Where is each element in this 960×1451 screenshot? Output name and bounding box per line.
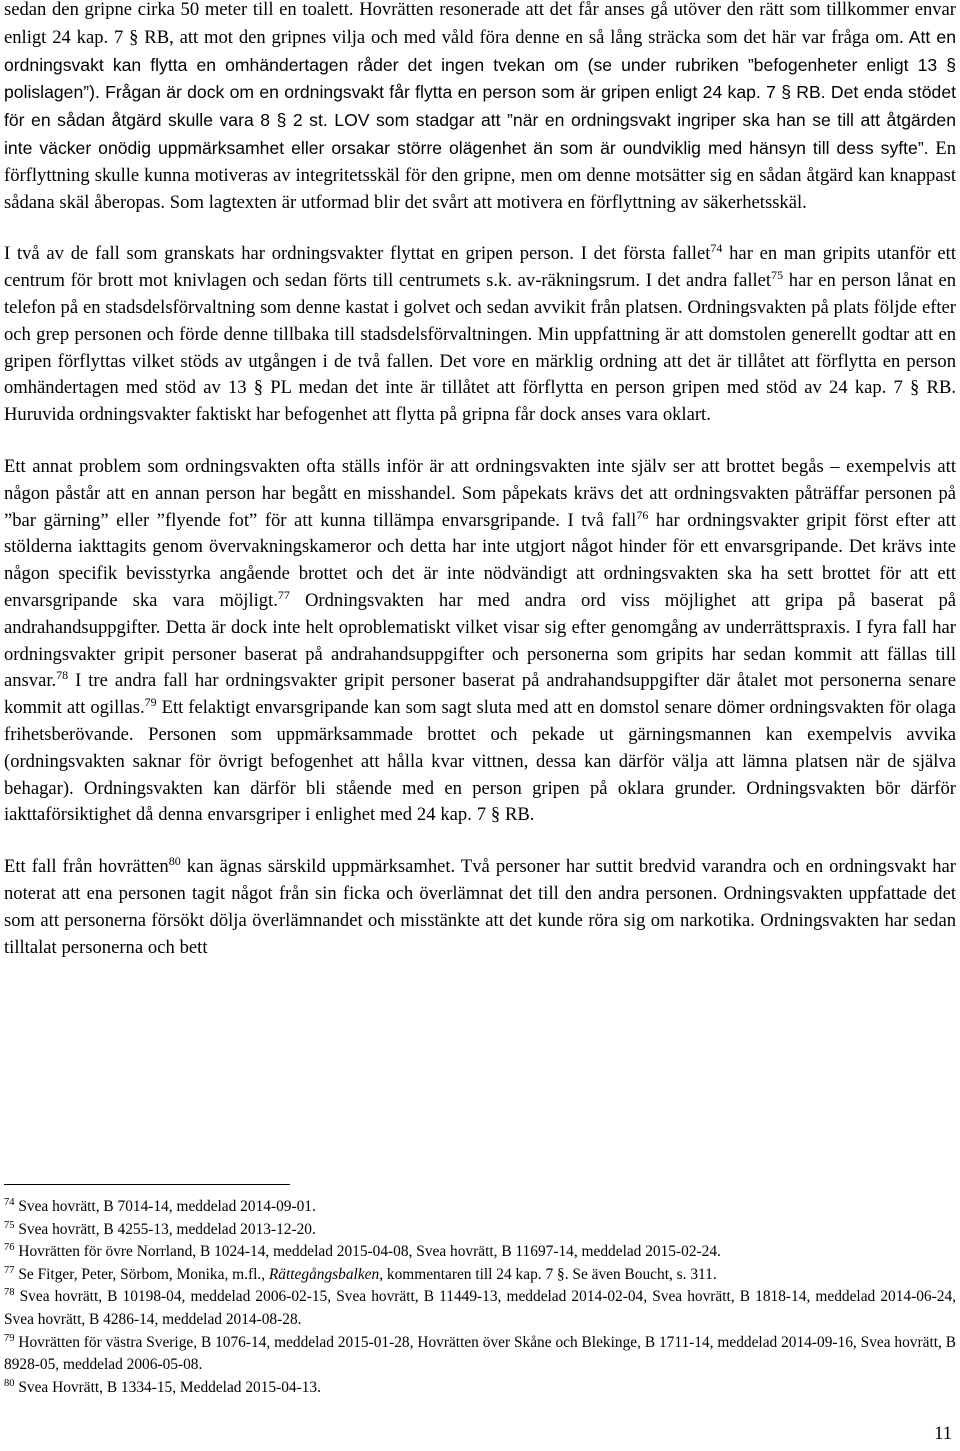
footnote-text: Hovrätten för västra Sverige, B 1076-14, meddelad 2015-01-28, Hovrätten över Skåne och Blekinge, B 1711-14, meddelad 2014-09-16, Svea hovrätt, B 8928-05, meddelad 2006-05-08. — [4, 1333, 956, 1374]
page-number: 11 — [934, 1423, 952, 1444]
footnote-number: 74 — [4, 1197, 15, 1208]
footnote-text: Hovrätten för övre Norrland, B 1024-14, meddelad 2015-04-08, Svea hovrätt, B 11697-14, meddelad 2015-02-24. — [14, 1243, 721, 1261]
footnote-text: Svea hovrätt, B 10198-04, meddelad 2006-02-15, Svea hovrätt, B 11449-13, meddelad 2014-02-04, Svea hovrätt, B 1818-14, meddelad 2014-06-24, Svea hovrätt, B 4286-14, meddelad 2014-08-28. — [4, 1288, 956, 1328]
footnote-74 — [4, 1196, 956, 1219]
paragraph-2-text-a: I två av de fall som granskats har ordningsvakter flyttat en gripen person. I det första fallet — [4, 243, 711, 265]
footnote-number: 80 — [4, 1377, 15, 1389]
footnote-78 — [4, 1286, 956, 1331]
paragraph-3-text-d: I tre andra fall har ordningsvakter gripit personer baserat på andrahandsuppgifter där åtalet mot personerna senare kommit att ogillas. — [4, 670, 956, 719]
footnote-77 — [4, 1264, 956, 1287]
paragraph-2-text-b: har en man gripits utanför ett centrum för brott mot knivlagen och sedan förts till centrumets s.k. av-räkningsrum. I det andra fallet — [4, 243, 956, 292]
footnote-number: 76 — [4, 1242, 15, 1254]
paragraph-2-text-c: har en person lånat en telefon på en stadsdelsförvaltning som denne kastat i golvet och sedan avvikit från platsen. Ordningsvakten på plats följde efter och grep personen och förde denne tillbaka till stadsdelsförvaltningen. Min uppfattning är att domstolen generellt godtar att en gripen förflyttas vilket stöds av utgången i de två fallen. Det vore en märklig ordning att det är tillåtet att förflytta en person omhändertagen med stöd av 13 § PL medan det inte är tillåtet att förflytta en person gripen med stöd av 24 kap. 7 § RB. Huruvida ordningsvakter faktiskt har befogenhet att flytta på gripna får dock anses vara oklart. — [4, 270, 956, 426]
footnote-ref-74[interactable]: 74 — [710, 241, 723, 256]
paragraph-3-text-a: Ett annat problem som ordningsvakten ofta ställs inför är att ordningsvakten inte själv ser att brottet begås – exempelvis att någon påstår att en annan person har begått en misshandel. Som påpekats krävs det att ordningsvakten påträffar personen på ”bar gärning” eller ”flyende fot” för att kunna tillämpa envarsgripande. I två fall — [4, 455, 956, 531]
paragraph-3-text-b: har ordningsvakter gripit först efter att stölderna iakttagits genom övervakningskameror och detta har inte utgjort något hinder för ett envarsgripande. Det krävs inte någon specifik bevisstyrka angående brottet och det är inte nödvändigt att ordningsvakten ska ha sett brottet för att ett envarsgripande ska vara möjligt. — [4, 509, 957, 611]
paragraph-4-text-b: kan ägnas särskild uppmärksamhet. Två personer har suttit bredvid varandra och en ordningsvakt har noterat att ena personen tagit något från sin ficka och överlämnat det till den andra personen. Ordningsvakten uppfattade det som att personerna försökt dölja överlämnandet och misstänkte att det kunde röra sig om narkotika. Ordningsvakten har sedan tilltalat personerna och bett — [4, 856, 956, 958]
footnote-76 — [4, 1241, 956, 1264]
footnote-text: Svea hovrätt, B 7014-14, meddelad 2014-09-01. — [14, 1198, 316, 1215]
paragraph-4 — [4, 854, 956, 961]
footnote-text-cont: , kommentaren till 24 kap. 7 §. Se även Boucht, s. 311. — [379, 1265, 717, 1283]
footnote-79 — [4, 1332, 956, 1377]
paragraph-1-sentence-3: En förflyttning skulle kunna motiveras av integritetsskäl för den gripne, men om denne motsätter sig en sådan åtgärd kan knappast sådana skäl åberopas. Som lagtexten är utformad blir det svårt att motivera en förflyttning av säkerhetsskäl. — [4, 137, 956, 213]
footnote-75 — [4, 1219, 956, 1242]
footnote-number: 77 — [4, 1264, 15, 1276]
footnote-number: 78 — [4, 1287, 15, 1299]
paragraph-3-text-c: Ordningsvakten har med andra ord viss möjlighet att gripa på baserat på andrahandsuppgifter. Detta är dock inte helt oproblematiskt vilket visar sig efter genomgång av underrättspraxis. I fyra fall har ordningsvakter gripit personer baserat på andrahandsuppgifter och personerna som gripits har sedan kommit att fällas till ansvar. — [4, 589, 956, 692]
footnote-text: Svea hovrätt, B 4255-13, meddelad 2013-12-20. — [14, 1220, 316, 1238]
footnote-number: 75 — [4, 1219, 15, 1231]
footnote-text: Svea Hovrätt, B 1334-15, Meddelad 2015-04-13. — [14, 1378, 321, 1396]
paragraph-2 — [4, 241, 956, 429]
footnote-ref-79[interactable]: 79 — [144, 695, 157, 710]
paragraph-1-sentence-2: Att en ordningsvakt kan flytta en omhändertagen råder det ingen tvekan om (se under rubriken ”befogenheter enligt 13 § polislagen”). Frågan är dock om en ordningsvakt får flytta en person som är gripen enligt 24 kap. 7 § RB. Det enda stödet för en sådan åtgärd skulle vara 8 § 2 st. LOV som stadgar att ”när en ordningsvakt ingriper ska han se till att åtgärden inte väcker onödig uppmärksamhet eller orsakar större olägenhet än som är oundviklig med hänsyn till dess syfte”. — [4, 26, 956, 158]
paragraph-4-text-a: Ett fall från hovrätten — [4, 856, 169, 878]
footnote-80 — [4, 1377, 956, 1400]
footnotes-section — [4, 1196, 956, 1399]
paragraph-3 — [4, 454, 956, 829]
footnote-ref-80[interactable]: 80 — [168, 854, 181, 869]
paragraph-3-text-e: Ett felaktigt envarsgripande kan som sagt sluta med att en domstol senare dömer ordningsvakten för olaga frihetsberövande. Personen som uppmärksammade brottet och pekade ut gärningsmannen kan exempelvis avvika (ordningsvakten saknar för övrigt befogenhet att hålla kvar vittnen, dessa kan därför välja att lämna platsen när de själva behagar). Ordningsvakten kan därför bli stående med en person gripen på oklara grunder. Ordningsvakten bör därför iakttaförsiktighet då denna envarsgriper i enlighet med 24 kap. 7 § RB. — [4, 697, 956, 826]
footnote-ref-75[interactable]: 75 — [771, 268, 784, 283]
paragraph-1 — [4, 0, 956, 216]
footnote-ref-77[interactable]: 77 — [277, 587, 290, 602]
footnote-italic-title: Rättegångsbalken — [268, 1265, 380, 1283]
footnote-separator — [4, 1184, 290, 1185]
footnote-number: 79 — [4, 1332, 15, 1344]
paragraph-1-sentence-1: sedan den gripne cirka 50 meter till en toalett. Hovrätten resonerade att det får anses gå utöver den rätt som tillkommer envar enligt 24 kap. 7 § RB, att mot den gripnes vilja och med våld föra denne en så lång sträcka som det här var fråga om. — [4, 0, 956, 48]
footnote-text: Se Fitger, Peter, Sörbom, Monika, m.fl., — [14, 1265, 269, 1283]
document-page — [4, 0, 956, 961]
footnote-ref-78[interactable]: 78 — [56, 668, 69, 683]
footnote-ref-76[interactable]: 76 — [636, 507, 649, 522]
